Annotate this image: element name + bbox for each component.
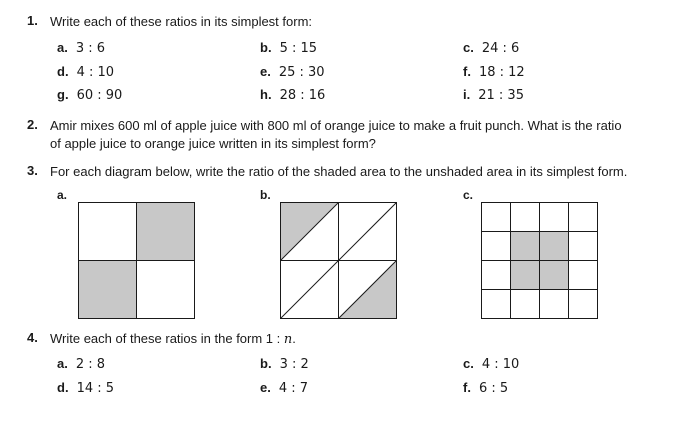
q1-item-f: f. 18 : 12 [463, 64, 525, 80]
q1-item-g: g. 60 : 90 [57, 87, 123, 103]
q1-item-c: c. 24 : 6 [463, 40, 520, 56]
q4-text: Write each of these ratios in the form 1 : n. [50, 331, 296, 347]
q1-text: Write each of these ratios in its simplest form: [50, 14, 313, 29]
q1-number: 1. [27, 13, 38, 28]
q2-number: 2. [27, 117, 38, 132]
q3-number: 3. [27, 163, 38, 178]
q2-text-line2: of apple juice to orange juice written in its simplest form? [50, 136, 376, 151]
q4-item-c: c. 4 : 10 [463, 356, 520, 372]
q2-text-line1: Amir mixes 600 ml of apple juice with 800 ml of orange juice to make a fruit punch. What is the ratio [50, 118, 622, 133]
diagram-b [280, 202, 397, 319]
q1-item-b: b. 5 : 15 [260, 40, 318, 56]
q4-item-f: f. 6 : 5 [463, 380, 509, 396]
diagram-a-label: a. [57, 188, 68, 202]
q1-item-i: i. 21 : 35 [463, 87, 524, 103]
diagram-a-shaded-top-right [137, 203, 195, 261]
q4-item-d: d. 14 : 5 [57, 380, 115, 396]
q4-item-a: a. 2 : 8 [57, 356, 106, 372]
diagram-a [78, 202, 195, 319]
q1-item-d: d. 4 : 10 [57, 64, 115, 80]
q4-variable: n [283, 332, 293, 347]
diagram-c-label: c. [463, 188, 474, 202]
q1-item-h: h. 28 : 16 [260, 87, 326, 103]
q4-item-e: e. 4 : 7 [260, 380, 309, 396]
diagram-a-shaded-bottom-left [79, 261, 137, 319]
q1-item-e: e. 25 : 30 [260, 64, 325, 80]
diagram-b-label: b. [260, 188, 271, 202]
q4-item-b: b. 3 : 2 [260, 356, 309, 372]
q4-number: 4. [27, 330, 38, 345]
q3-text: For each diagram below, write the ratio of the shaded area to the unshaded area in its simplest form. [50, 164, 628, 179]
q1-item-a: a. 3 : 6 [57, 40, 106, 56]
diagram-c [481, 202, 598, 319]
